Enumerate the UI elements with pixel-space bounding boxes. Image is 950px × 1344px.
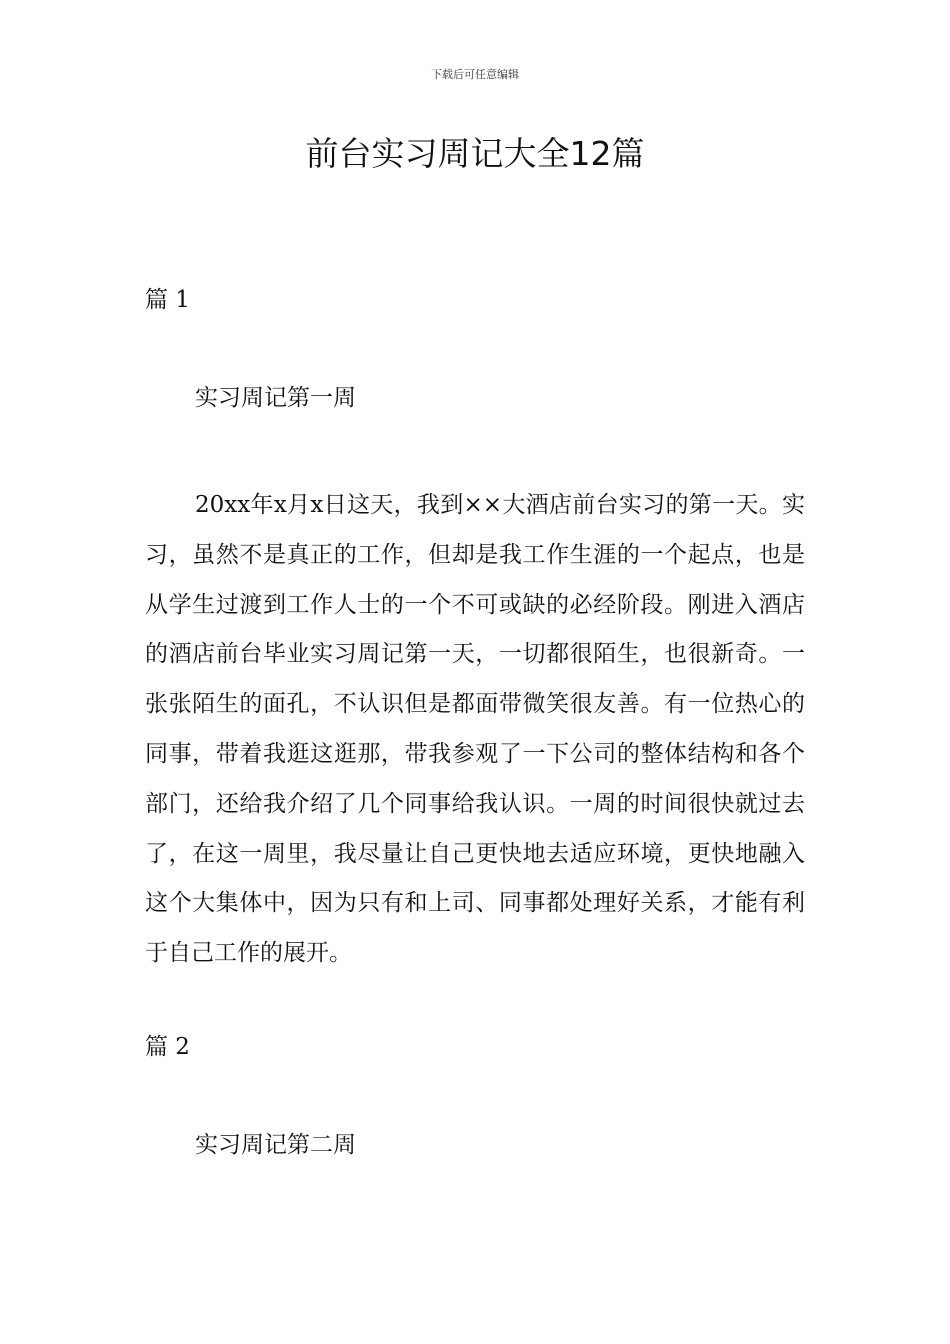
body-paragraph-1: 20xx年x月x日这天，我到××大酒店前台实习的第一天。实习，虽然不是真正的工作，但却是我工作生涯的一个起点，也是从学生过渡到工作人士的一个不可或缺的必经阶段。刚进入酒店的酒店前台毕业实习周记第一天，一切都很陌生，也很新奇。一张张陌生的面孔，不认识但是都面带微笑很友善。有一位热心的同事，带着我逛这逛那，带我参观了一下公司的整体结构和各个部门，还给我介绍了几个同事给我认识。一周的时间很快就过去了，在这一周里，我尽量让自己更快地去适应环境，更快地融入这个大集体中，因为只有和上司、同事都处理好关系，才能有利于自己工作的展开。: [145, 492, 805, 967]
week-heading-1: 实习周记第一周: [195, 385, 356, 411]
document-title: 前台实习周记大全12篇: [305, 134, 645, 173]
section-label-2: 篇 2: [145, 1034, 190, 1060]
header-note: 下载后可任意编辑: [431, 68, 519, 81]
section-label-1: 篇 1: [145, 287, 190, 313]
week-heading-2: 实习周记第二周: [195, 1132, 356, 1158]
